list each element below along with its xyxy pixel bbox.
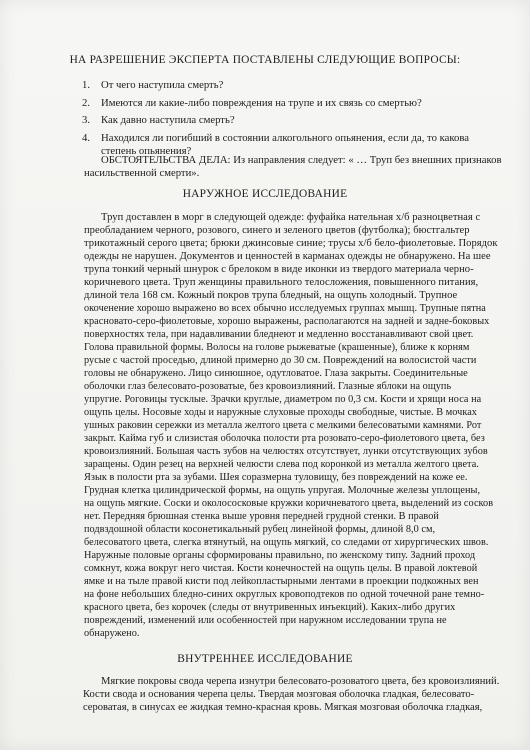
question-item: [82, 97, 487, 110]
external-text-line: подвздошной области косонетикальный рубец линейной формы, длиной 8,0 см,: [84, 524, 436, 535]
external-text-line: ямке и на тыле правой кисти под лейкопластырными лентами в проекции подкожных вен: [84, 576, 479, 587]
internal-text-line: сероватая, в синусах ее жидкая темно-красная кровь. Мягкая мозговая оболочка гладкая,: [83, 702, 483, 713]
question-text: Имеются ли какие-либо повреждения на трупе и их связь со смертью?: [101, 96, 422, 109]
external-text-line: одежды не нарушен. Документов и ценностей в карманах одежды не обнаружено. На шее: [84, 251, 491, 262]
external-text-line: окоченение хорошо выражено во всех обычно исследуемых группах мышц. Трупные пятна: [84, 303, 486, 314]
external-text-line: Грудная клетка цилиндрической формы, на ощупь упругая. Молочные железы уплощены,: [84, 485, 481, 496]
internal-heading: ВНУТРЕННЕЕ ИССЛЕДОВАНИЕ: [177, 653, 353, 665]
external-text-line: преобладанием черного, розового, синего и зеленого цветов (футболка); бюстгальтер: [84, 225, 470, 236]
external-text-line: на фоне небольших бледно-синих округлых кровоподтеков по одной точечной ране темно-: [84, 589, 485, 600]
external-text-line: поверхностях тела, при надавливании бледнеют и медленно восстанавливают свой цвет.: [84, 329, 474, 340]
external-text-line: заращены. Один резец на верхней челюсти слева под коронкой из металла желтого цвета.: [84, 459, 479, 470]
circumstances-block: [84, 154, 506, 179]
question-number: 4.: [82, 132, 91, 145]
question-number: 1.: [82, 79, 91, 91]
question-text: Находился ли погибший в состоянии алкогольного опьянения, если да, то какова: [101, 132, 470, 145]
external-text-line: Наружные половые органы сформированы правильно, по женскому типу. Задний проход: [84, 550, 476, 561]
question-text: степень опьянения?: [101, 144, 192, 157]
external-text-line: длиной тела 168 см. Кожный покров трупа бледный, на ощупь холодный. Трупное: [84, 290, 458, 301]
external-text-line: закрыт. Кайма губ и слизистая оболочка полости рта розовато-серо-фиолетового цвета, без: [84, 433, 485, 444]
external-text-line: Голова правильной формы. Волосы на голове рыжеватые (крашенные), ближе к корням: [84, 342, 470, 353]
external-text-line: трикотажный серого цвета; брюки джинсовые синие; трусы х/б бело-фиолетовые. Порядок: [84, 238, 498, 249]
question-item: [82, 114, 487, 127]
questions-heading: НА РАЗРЕШЕНИЕ ЭКСПЕРТА ПОСТАВЛЕНЫ СЛЕДУЮЩИЕ ВОПРОСЫ:: [69, 54, 461, 66]
question-item: [82, 79, 487, 92]
external-text-line: кровоизлияний. Большая часть зубов на челюстях отсутствует, лунки отсутствующих зубов: [84, 446, 488, 457]
circumstances-line-1: ОБСТОЯТЕЛЬСТВА ДЕЛА: Из направления следует: « … Труп без внешних признаков: [101, 154, 502, 166]
external-text-line: головы не обнаружено. Лицо синюшное, одутловатое. Глаза закрыты. Соединительные: [84, 368, 468, 379]
external-text-line: обнаружено.: [84, 628, 140, 639]
questions-list: [82, 79, 487, 163]
external-text-line: повреждений, изменений или особенностей при наружном исследовании трупа не: [84, 615, 447, 626]
external-heading: НАРУЖНОЕ ИССЛЕДОВАНИЕ: [182, 188, 348, 200]
external-text-line: Труп доставлен в морг в следующей одежде: фуфайка нательная х/б разноцветная с: [101, 212, 481, 223]
external-text-line: красновато-серо-фиолетовые, хорошо выражены, располагаются на задней и задне-боковых: [84, 316, 490, 327]
internal-text-line: Кости свода и основания черепа целы. Твердая мозговая оболочка гладкая, белесовато-: [83, 689, 475, 700]
circumstances-line-2: насильственной смерти».: [84, 166, 200, 179]
question-text: От чего наступила смерть?: [101, 79, 224, 91]
external-text-line: Язык в полости рта за зубами. Шея соразмерна туловищу, без повреждений на коже ее.: [84, 472, 468, 483]
question-item: [82, 132, 487, 145]
external-text-line: на ощупь мягкие. Соски и околососковые кружки коричневатого цвета, выделений из сосков: [84, 498, 494, 509]
internal-text-line: Мягкие покровы свода черепа изнутри белесовато-розоватого цвета, без кровоизлияний.: [101, 676, 500, 687]
external-text-line: красного цвета, без корочек (следы от внутривенных инъекций). Каких-либо других: [84, 602, 456, 613]
external-text-line: упругие. Роговицы тусклые. Зрачки круглые, диаметром по 0,3 см. Кости и хрящи носа на: [84, 394, 482, 405]
external-text-line: трупа тонкий черный шнурок с брелоком в виде иконки из твердого материала черно-: [84, 264, 474, 275]
question-text: Как давно наступила смерть?: [101, 114, 235, 127]
external-text-line: белесоватого цвета, слегка втянутый, на ощупь мягкий, со следами от хирургических швов.: [84, 537, 489, 548]
external-text-line: оболочки глаз белесовато-розоватые, без кровоизлияний. Глазные яблоки на ощупь: [84, 381, 452, 392]
external-text-line: коричневого цвета. Труп женщины правильного телосложения, повышенного питания,: [84, 277, 479, 288]
external-text-line: сомкнут, кожа вокруг него чистая. Кости конечностей на ощупь целы. В правой локтевой: [84, 563, 478, 574]
external-text-line: нет. Передняя брюшная стенка выше уровня передней грудной стенки. В правой: [84, 511, 439, 522]
external-text-line: ушных раковин сережки из металла желтого цвета с мелкими белесоватыми камнями. Рот: [84, 420, 482, 431]
external-text-line: ощупь целы. Носовые ходы и наружные слуховые проходы свободные, чистые. В мочках: [84, 407, 477, 418]
question-number: 3.: [82, 114, 91, 127]
question-number: 2.: [82, 96, 91, 109]
external-text-line: русые с частой проседью, длиной примерно до 30 см. Повреждений на волосистой части: [84, 355, 477, 366]
